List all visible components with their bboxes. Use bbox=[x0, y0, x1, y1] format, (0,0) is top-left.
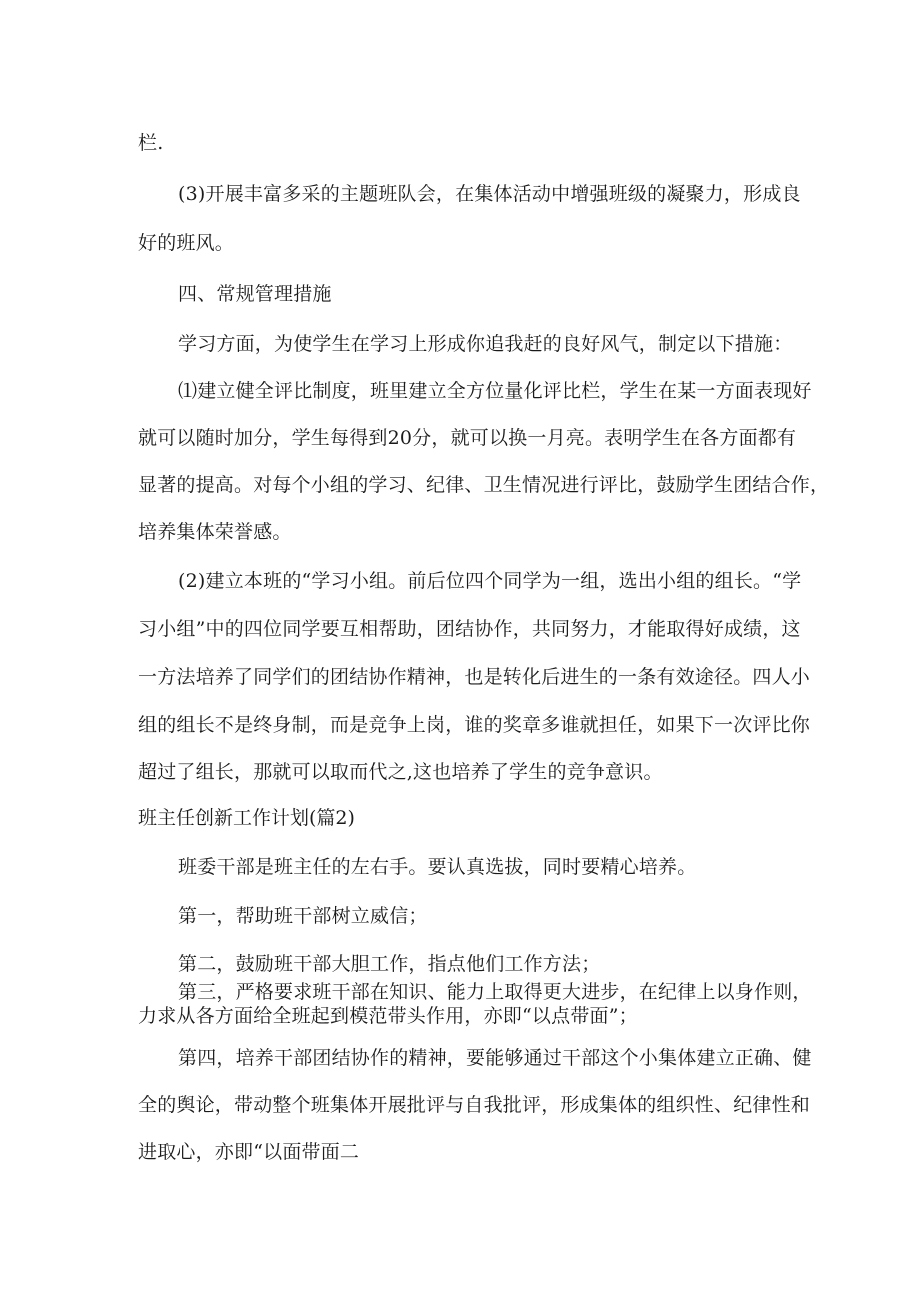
text-line: 第二，鼓励班干部大胆工作，指点他们工作方法； bbox=[178, 953, 601, 975]
text-line: 第一，帮助班干部树立威信； bbox=[178, 905, 428, 927]
text-line: 第三，严格要求班干部在知识、能力上取得更大进步，在纪律上以身作则， bbox=[178, 981, 812, 1003]
text-line: 就可以随时加分，学生每得到20分，就可以换一月亮。表明学生在各方面都有 bbox=[138, 427, 797, 449]
text-line: (2)建立本班的“学习小组。前后位四个同学为一组，选出小组的组长。“学 bbox=[178, 570, 802, 592]
text-line: 第四，培养干部团结协作的精神，要能够通过干部这个小集体建立正确、健 bbox=[178, 1047, 812, 1069]
article-title: 班主任创新工作计划(篇2) bbox=[138, 807, 355, 829]
text-line: 班委干部是班主任的左右手。要认真选拔，同时要精心培养。 bbox=[178, 856, 697, 878]
text-line: 进取心，亦即“以面带面二 bbox=[138, 1141, 360, 1163]
text-line: 一方法培养了同学们的团结协作精神，也是转化后进生的一条有效途径。四人小 bbox=[138, 666, 811, 688]
text-line: 显著的提高。对每个小组的学习、纪律、卫生情况进行评比，鼓励学生团结合作， bbox=[138, 474, 830, 496]
text-line: 好的班风。 bbox=[138, 232, 235, 254]
text-line: 组的组长不是终身制，而是竞争上岗，谁的奖章多谁就担任，如果下一次评比你 bbox=[138, 714, 811, 736]
text-line: ⑴建立健全评比制度，班里建立全方位量化评比栏，学生在某一方面表现好 bbox=[178, 380, 812, 402]
text-line: 栏. bbox=[138, 132, 164, 154]
text-line: (3)开展丰富多采的主题班队会，在集体活动中增强班级的凝聚力，形成良 bbox=[178, 183, 801, 205]
text-line: 力求从各方面给全班起到模范带头作用，亦即“以点带面”； bbox=[138, 1005, 638, 1027]
text-line: 超过了组长，那就可以取而代之,这也培养了学生的竞争意识。 bbox=[138, 761, 663, 783]
text-line: 学习方面，为使学生在学习上形成你追我赶的良好风气，制定以下措施： bbox=[178, 333, 793, 355]
text-line: 全的舆论，带动整个班集体开展批评与自我批评，形成集体的组织性、纪律性和 bbox=[138, 1094, 811, 1116]
text-line: 培养集体荣誉感。 bbox=[138, 521, 292, 543]
text-line: 习小组”中的四位同学要互相帮助，团结协作，共同努力，才能取得好成绩，这 bbox=[138, 618, 801, 640]
section-heading: 四、常规管理措施 bbox=[178, 283, 332, 305]
